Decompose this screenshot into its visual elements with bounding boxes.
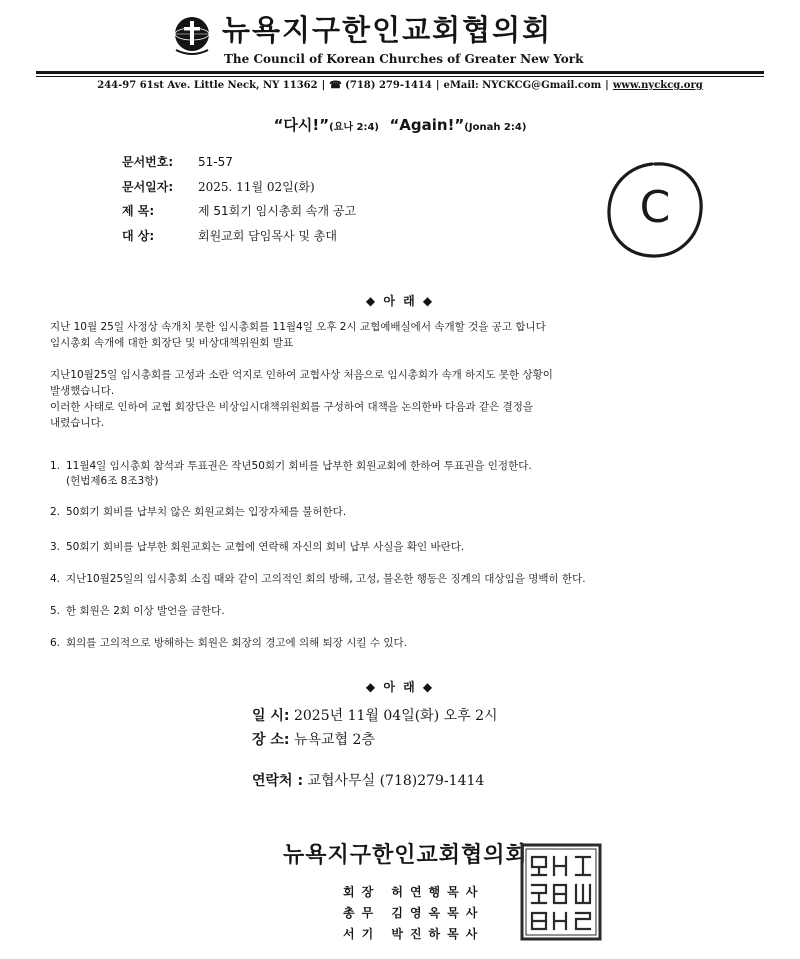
decision-item [50,635,407,650]
signature-org-name: 뉴욕지구한인교회협의회 [283,843,528,868]
signer-title: 서기 [343,927,381,941]
decision-number: 4. [50,573,61,585]
decision-text: 한 회원은 2회 이상 발언을 금한다. [66,605,225,617]
schedule-where-value: 뉴욕교협 2층 [293,732,375,748]
field-doc-number [122,150,356,175]
background-paragraph [50,367,760,431]
field-value: 제 51회기 임시총회 속개 공고 [198,204,357,218]
email-text: eMail: NYCKCG@Gmail.com [443,80,602,91]
decision-number: 2. [50,506,61,518]
signer-president [343,882,484,903]
schedule-contact-label: 연락처 : [252,773,304,789]
decision-item [50,458,532,488]
signer-clerk [343,924,484,945]
intro-line: 임시총회 속개에 대한 회장단 및 비상대책위원회 발표 [50,337,294,349]
handwritten-mark-letter: C [639,182,671,233]
motto-english: “Again!” [389,116,465,134]
signer-general-secretary [343,903,484,924]
background-line: 지난10월25일 임시총회를 고성과 소란 억지로 인하여 교협사상 처음으로 임시총회가 속개 하지도 못한 상황이 [50,369,553,381]
field-value: 회원교회 담임목사 및 총대 [198,228,337,243]
address-text: 244-97 61st Ave. Little Neck, NY 11362 [97,80,318,91]
field-label: 제 목: [122,204,155,218]
schedule-where-label: 장 소: [252,732,290,748]
decision-text: 지난10월25일의 임시총회 소집 때와 같이 고의적인 회의 방해, 고성, 불온한 행동은 징계의 대상임을 명백히 한다. [66,573,586,585]
section-title-schedule: ◆ 아 래 ◆ [365,680,435,694]
intro-paragraph [50,319,760,351]
motto-english-ref: (Jonah 2:4) [464,122,527,133]
official-seal-stamp [520,843,602,941]
motto-korean-ref: (요나 2:4) [329,122,379,133]
schedule-when [252,705,498,725]
signer-role: 목사 [447,927,485,941]
signer-role: 목사 [447,906,485,920]
decision-subnote: (헌법제6조 8조3항) [66,475,159,487]
decision-text: 11월4일 임시총회 참석과 투표권은 작년50회기 회비를 납부한 회원교회에 한하여 투표권을 인정한다. [66,460,532,472]
church-logo-icon [170,14,214,58]
signer-title: 총무 [343,906,381,920]
signer-role: 목사 [447,885,485,899]
handwritten-circled-mark [602,158,708,262]
motto-korean: “다시!” [273,116,330,134]
background-line: 발생했습니다. [50,385,115,397]
website-link[interactable]: www.nyckcg.org [612,80,703,91]
motto-line [0,114,800,135]
signer-name: 김영옥 [391,906,448,920]
decision-item [50,504,346,519]
schedule-when-value: 2025년 11월 04일(화) 오후 2시 [293,708,498,724]
field-value: 2025. 11월 02일(화) [198,179,315,194]
decision-item [50,539,464,554]
header-rule-thick [36,71,764,74]
signer-name: 허연행 [391,885,448,899]
field-recipients [122,224,356,249]
schedule-contact [252,770,484,790]
phone-text: ☎ (718) 279-1414 [329,80,432,91]
header-rule-thin [36,76,764,77]
field-doc-date [122,175,356,200]
field-label: 문서일자: [122,179,174,194]
field-value: 51-57 [198,155,233,169]
field-label: 문서번호: [122,155,174,169]
org-name-korean: 뉴욕지구한인교회협의회 [222,13,553,47]
decision-number: 1. [50,460,61,472]
section-title-details: ◆ 아 래 ◆ [365,294,435,308]
decision-text: 50회기 회비를 납부치 않은 회원교회는 입장자체를 불허한다. [66,506,347,518]
background-line: 내렸습니다. [50,417,105,429]
intro-line: 지난 10월 25일 사정상 속개치 못한 임시총회를 11월4일 오후 2시 교협예배실에서 속개할 것을 공고 합니다 [50,321,546,333]
signer-name: 박진하 [391,927,448,941]
background-line: 이러한 사태로 인하여 교협 회장단은 비상임시대책위원회를 구성하여 대책을 논의한바 다음과 같은 결정을 [50,401,534,413]
field-label: 대 상: [122,228,155,243]
signer-list [343,882,484,945]
schedule-contact-value: 교협사무실 (718)279-1414 [307,773,485,789]
document-fields [122,150,356,248]
schedule-where [252,729,375,749]
decision-item [50,603,225,618]
decision-text: 회의를 고의적으로 방해하는 회원은 회장의 경고에 의해 퇴장 시킬 수 있다. [66,637,408,649]
decision-text: 50회기 회비를 납부한 회원교회는 교협에 연락해 자신의 회비 납부 사실을 확인 바란다. [66,541,465,553]
decision-number: 6. [50,637,61,649]
org-name-english: The Council of Korean Churches of Greater New York [224,52,584,66]
contact-line: 244-97 61st Ave. Little Neck, NY 11362 | ☎ (718) 279-1414 | eMail: NYCKCG@Gmail.com | www.nyckcg.org [97,80,703,91]
signer-title: 회장 [343,885,381,899]
schedule-when-label: 일 시: [252,708,290,724]
decision-item [50,571,586,586]
field-subject [122,199,356,224]
decision-number: 5. [50,605,61,617]
decision-number: 3. [50,541,61,553]
